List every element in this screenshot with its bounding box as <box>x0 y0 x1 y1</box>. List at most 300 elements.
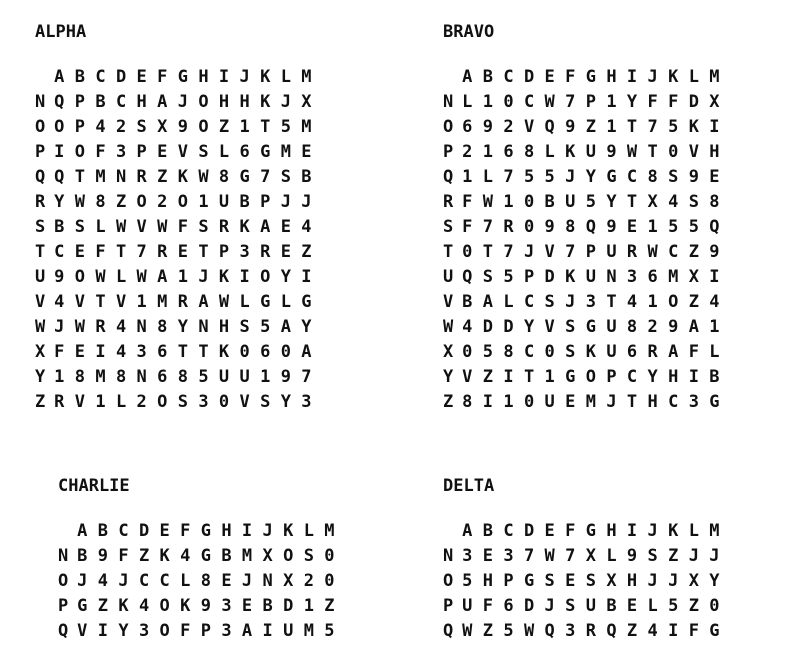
grid-row <box>35 315 317 340</box>
row-label: Y <box>443 367 454 387</box>
grid-cell: F <box>688 342 699 362</box>
grid-cell: X <box>157 117 168 137</box>
grid-cell: L <box>462 92 473 112</box>
grid-cell: P <box>523 267 535 287</box>
column-header: D <box>523 67 535 87</box>
grid-cell: Y <box>54 192 65 212</box>
row-label: T <box>35 242 46 262</box>
grid-cell: 4 <box>115 317 127 337</box>
panel-alpha <box>35 22 375 422</box>
grid-cell: M <box>301 117 312 137</box>
grid-cell: 7 <box>523 546 535 566</box>
grid-cell: T <box>523 367 535 387</box>
grid-cell: 0 <box>324 546 335 566</box>
grid-cell: 3 <box>301 392 312 412</box>
grid-cell: J <box>606 392 617 412</box>
grid-cell: 7 <box>503 242 514 262</box>
grid-row <box>443 365 725 390</box>
grid-cell: Z <box>97 596 109 616</box>
grid-cell: Z <box>482 621 494 641</box>
grid-row <box>58 594 340 619</box>
grid-cell: Y <box>585 167 596 187</box>
grid-cell: 1 <box>136 292 147 312</box>
grid-row <box>35 90 317 115</box>
grid-cell: 5 <box>544 167 555 187</box>
grid-cell: N <box>198 317 209 337</box>
column-header: M <box>301 67 312 87</box>
column-header: A <box>462 521 473 541</box>
grid-cell: O <box>260 267 271 287</box>
grid-cell: W <box>95 267 106 287</box>
grid-cell: O <box>159 596 170 616</box>
column-header: M <box>709 67 720 87</box>
grid-cell: 3 <box>115 142 127 162</box>
grid-cell: 0 <box>503 92 514 112</box>
grid-cell: 8 <box>462 392 473 412</box>
grid-cell: S <box>136 117 147 137</box>
grid-cell: J <box>280 92 291 112</box>
grid-cell: T <box>177 342 188 362</box>
grid-cell: 4 <box>626 292 638 312</box>
grid-cell: 1 <box>260 367 271 387</box>
grid-cell: E <box>280 217 291 237</box>
grid-cell: V <box>74 292 86 312</box>
grid-cell: 7 <box>260 167 271 187</box>
row-label: O <box>58 571 69 591</box>
grid-cell: F <box>668 92 679 112</box>
grid-cell: 4 <box>95 117 106 137</box>
grid-cell: Q <box>54 92 65 112</box>
grid-cell: G <box>565 367 576 387</box>
grid-cell: S <box>565 317 576 337</box>
grid-row <box>35 290 317 315</box>
grid-cell: U <box>283 621 294 641</box>
grid-cell: Z <box>138 546 150 566</box>
grid-cell: Y <box>626 92 638 112</box>
grid-cell: T <box>115 242 127 262</box>
grid-cell: X <box>585 546 596 566</box>
panel-title: BRAVO <box>443 22 495 42</box>
grid-cell: 6 <box>239 142 250 162</box>
grid-cell: 7 <box>647 117 658 137</box>
grid-cell: G <box>606 167 617 187</box>
grid-cell: 5 <box>585 192 596 212</box>
grid-cell: S <box>280 167 291 187</box>
grid-cell: B <box>239 192 250 212</box>
row-label: Q <box>35 167 46 187</box>
grid-cell: 8 <box>95 192 106 212</box>
grid-cell: E <box>565 571 576 591</box>
grid-cell: B <box>462 292 473 312</box>
grid-cell: E <box>74 242 86 262</box>
grid-cell: 1 <box>239 117 250 137</box>
grid-cell: M <box>157 292 168 312</box>
grid-cell: 7 <box>565 546 576 566</box>
grid-cell: T <box>626 392 638 412</box>
grid-cell: C <box>626 167 638 187</box>
grid-row <box>35 215 317 240</box>
grid-cell: J <box>301 192 312 212</box>
grid-cell: G <box>239 167 250 187</box>
grid-cell: 9 <box>606 217 617 237</box>
grid-cell: Y <box>280 267 291 287</box>
grid-cell: 3 <box>688 392 699 412</box>
row-label: N <box>35 92 46 112</box>
grid-cell: U <box>239 367 250 387</box>
row-label: X <box>35 342 46 362</box>
grid-cell: E <box>157 142 168 162</box>
grid-cell: 2 <box>115 117 127 137</box>
grid-cell: 4 <box>709 292 720 312</box>
grid-cell: G <box>260 292 271 312</box>
grid-cell: S <box>198 142 209 162</box>
grid-cell: 4 <box>647 621 658 641</box>
grid-cell: O <box>74 142 86 162</box>
grid-cell: I <box>239 267 250 287</box>
grid-cell: N <box>136 367 147 387</box>
grid-cell: X <box>301 92 312 112</box>
grid-cell: 2 <box>303 571 314 591</box>
grid-row <box>443 569 725 594</box>
grid-row <box>35 365 317 390</box>
grid-cell: E <box>301 142 312 162</box>
grid-cell: A <box>301 342 312 362</box>
grid-cell: 8 <box>647 167 658 187</box>
grid-cell: I <box>482 392 494 412</box>
grid-cell: L <box>647 596 658 616</box>
grid-cell: Z <box>626 621 638 641</box>
grid-cell: 3 <box>221 621 232 641</box>
row-label: P <box>443 596 454 616</box>
grid-cell: B <box>54 217 65 237</box>
grid-cell: 9 <box>709 242 720 262</box>
grid-cell: J <box>118 571 129 591</box>
column-header: D <box>115 67 127 87</box>
column-header-row <box>443 65 725 90</box>
row-label: U <box>443 267 454 287</box>
grid-cell: Y <box>523 317 535 337</box>
grid-cell: I <box>688 367 699 387</box>
row-label: Z <box>443 392 454 412</box>
grid-cell: 8 <box>523 142 535 162</box>
grid-cell: 4 <box>138 596 150 616</box>
grid-cell: E <box>565 392 576 412</box>
grid-cell: 5 <box>482 342 494 362</box>
grid-cell: R <box>157 242 168 262</box>
grid-cell: R <box>95 317 106 337</box>
column-header-row <box>35 65 317 90</box>
grid-cell: S <box>198 217 209 237</box>
column-header: B <box>74 67 86 87</box>
grid-cell: I <box>709 267 720 287</box>
grid-cell: E <box>177 242 188 262</box>
column-header: E <box>136 67 147 87</box>
grid-cell: 9 <box>177 117 188 137</box>
grid-cell: 9 <box>200 596 211 616</box>
grid-cell: 5 <box>503 621 514 641</box>
grid-row <box>58 569 340 594</box>
grid-cell: 8 <box>115 367 127 387</box>
grid-cell: F <box>462 192 473 212</box>
grid-cell: W <box>198 167 209 187</box>
grid-cell: 1 <box>647 217 658 237</box>
grid-cell: U <box>218 367 230 387</box>
grid-cell: 1 <box>177 267 188 287</box>
column-header: H <box>221 521 232 541</box>
grid-cell: E <box>241 596 253 616</box>
grid-cell: L <box>606 546 617 566</box>
column-header: C <box>503 67 514 87</box>
grid-cell: O <box>136 192 147 212</box>
grid-cell: 2 <box>157 192 168 212</box>
grid-cell: 4 <box>180 546 191 566</box>
grid-cell: T <box>626 117 638 137</box>
grid-cell: G <box>523 571 535 591</box>
grid-cell: 1 <box>482 92 494 112</box>
grid-cell: S <box>303 546 314 566</box>
grid-cell: 8 <box>626 317 638 337</box>
grid-cell: I <box>262 621 273 641</box>
grid-cell: 1 <box>606 117 617 137</box>
column-header: H <box>198 67 209 87</box>
grid-cell: Z <box>482 367 494 387</box>
grid-cell: R <box>503 217 514 237</box>
grid-cell: 9 <box>482 117 494 137</box>
column-header: G <box>585 67 596 87</box>
grid-cell: C <box>54 242 65 262</box>
panel-title: CHARLIE <box>58 476 130 496</box>
grid-cell: 5 <box>523 167 535 187</box>
grid-cell: T <box>95 292 106 312</box>
grid-row <box>443 315 725 340</box>
grid-cell: K <box>159 546 170 566</box>
column-header: H <box>606 67 617 87</box>
grid-cell: I <box>668 621 679 641</box>
panel-charlie <box>58 476 398 646</box>
grid-cell: L <box>115 267 127 287</box>
grid-cell: P <box>218 242 230 262</box>
grid-cell: W <box>523 621 535 641</box>
grid-cell: T <box>626 192 638 212</box>
grid-cell: 1 <box>503 192 514 212</box>
grid-cell: 9 <box>668 317 679 337</box>
grid-cell: I <box>301 267 312 287</box>
grid-cell: F <box>118 546 129 566</box>
grid-cell: 3 <box>585 292 596 312</box>
grid-cell: 3 <box>565 621 576 641</box>
grid-cell: B <box>262 596 273 616</box>
grid-cell: W <box>136 267 147 287</box>
grid-cell: Z <box>157 167 168 187</box>
grid-cell: M <box>280 142 291 162</box>
grid-cell: I <box>95 342 106 362</box>
grid-cell: G <box>77 596 88 616</box>
grid-cell: X <box>606 571 617 591</box>
grid-cell: C <box>523 92 535 112</box>
grid-cell: S <box>668 167 679 187</box>
grid-cell: U <box>565 192 576 212</box>
grid-cell: 7 <box>503 167 514 187</box>
grid-cell: O <box>668 292 679 312</box>
column-header: A <box>77 521 88 541</box>
column-header: K <box>260 67 271 87</box>
grid-cell: F <box>95 142 106 162</box>
column-header: J <box>262 521 273 541</box>
grid-cell: H <box>218 317 230 337</box>
grid-cell: A <box>198 292 209 312</box>
grid-cell: 9 <box>54 267 65 287</box>
grid-cell: N <box>262 571 273 591</box>
grid-cell: S <box>688 192 699 212</box>
grid-cell: 1 <box>482 142 494 162</box>
column-header: J <box>647 67 658 87</box>
grid-row <box>443 265 725 290</box>
grid-cell: S <box>585 571 596 591</box>
grid-cell: V <box>136 217 147 237</box>
grid-cell: V <box>74 392 86 412</box>
grid-cell: P <box>74 117 86 137</box>
grid-cell: 8 <box>200 571 211 591</box>
grid-cell: S <box>544 571 555 591</box>
grid-cell: O <box>283 546 294 566</box>
grid-row <box>443 215 725 240</box>
grid-cell: G <box>301 292 312 312</box>
grid-cell: X <box>647 192 658 212</box>
column-header: B <box>97 521 109 541</box>
grid-row <box>58 544 340 569</box>
grid-cell: E <box>626 596 638 616</box>
grid-cell: P <box>606 367 617 387</box>
grid-cell: H <box>709 142 720 162</box>
grid-row <box>443 115 725 140</box>
column-header: F <box>565 67 576 87</box>
grid-cell: Z <box>115 192 127 212</box>
grid-row <box>35 240 317 265</box>
grid-cell: U <box>606 317 617 337</box>
grid-cell: C <box>523 292 535 312</box>
grid-cell: 9 <box>280 367 291 387</box>
grid-cell: G <box>585 317 596 337</box>
grid-cell: G <box>709 392 720 412</box>
grid-cell: 8 <box>565 217 576 237</box>
grid-cell: V <box>688 142 699 162</box>
grid-cell: D <box>503 317 514 337</box>
grid-cell: M <box>585 392 596 412</box>
column-header: L <box>688 521 699 541</box>
grid-cell: 6 <box>503 142 514 162</box>
grid-cell: 1 <box>606 92 617 112</box>
grid-cell: J <box>565 292 576 312</box>
grid-cell: 4 <box>115 342 127 362</box>
grid-cell: E <box>482 546 494 566</box>
grid-cell: B <box>301 167 312 187</box>
grid-cell: 2 <box>136 392 147 412</box>
grid-cell: 5 <box>668 217 679 237</box>
grid-row <box>443 594 725 619</box>
grid-row <box>443 190 725 215</box>
grid-cell: A <box>157 92 168 112</box>
grid-cell: A <box>668 342 679 362</box>
grid-row <box>443 290 725 315</box>
grid-cell: E <box>221 571 232 591</box>
grid-cell: N <box>115 167 127 187</box>
grid-cell: R <box>218 217 230 237</box>
grid-row <box>443 340 725 365</box>
row-label: Z <box>35 392 46 412</box>
grid-cell: 0 <box>668 142 679 162</box>
grid-cell: J <box>688 546 699 566</box>
grid-cell: V <box>77 621 88 641</box>
grid-cell: B <box>606 596 617 616</box>
grid-cell: V <box>544 317 555 337</box>
grid-cell: V <box>462 367 473 387</box>
row-label: Q <box>443 167 454 187</box>
grid-row <box>58 619 340 644</box>
grid-cell: U <box>606 242 617 262</box>
grid-cell: Z <box>688 242 699 262</box>
row-label: Y <box>35 367 46 387</box>
column-header: G <box>200 521 211 541</box>
grid-cell: F <box>647 92 658 112</box>
grid-cell: B <box>77 546 88 566</box>
grid-cell: T <box>647 142 658 162</box>
grid-cell: 6 <box>157 367 168 387</box>
grid-cell: E <box>280 242 291 262</box>
grid-cell: Y <box>301 317 312 337</box>
column-header: I <box>241 521 253 541</box>
grid-cell: Q <box>462 267 473 287</box>
grid-cell: W <box>115 217 127 237</box>
grid-cell: J <box>544 596 555 616</box>
grid-cell: 3 <box>221 596 232 616</box>
grid-cell: P <box>503 571 514 591</box>
grid-cell: Z <box>668 546 679 566</box>
grid-cell: T <box>198 342 209 362</box>
column-header: F <box>565 521 576 541</box>
grid-cell: W <box>647 242 658 262</box>
column-header: B <box>482 67 494 87</box>
column-header: D <box>138 521 150 541</box>
row-label: Q <box>58 621 69 641</box>
grid-cell: K <box>565 267 576 287</box>
grid-cell: 3 <box>239 242 250 262</box>
grid-cell: Q <box>585 217 596 237</box>
grid-cell: I <box>97 621 109 641</box>
grid-cell: C <box>626 367 638 387</box>
column-header: A <box>54 67 65 87</box>
grid-cell: Q <box>544 621 555 641</box>
grid-cell: F <box>180 621 191 641</box>
grid-cell: S <box>565 342 576 362</box>
grid-cell: O <box>198 92 209 112</box>
grid-cell: 8 <box>74 367 86 387</box>
grid-cell: 1 <box>198 192 209 212</box>
column-header: G <box>177 67 188 87</box>
grid-cell: C <box>138 571 150 591</box>
grid-cell: 8 <box>503 342 514 362</box>
grid-cell: L <box>239 292 250 312</box>
grid-row <box>35 140 317 165</box>
grid-cell: S <box>74 217 86 237</box>
grid-cell: W <box>74 317 86 337</box>
grid-cell: A <box>688 317 699 337</box>
row-label: P <box>58 596 69 616</box>
grid-cell: 9 <box>688 167 699 187</box>
row-label: O <box>443 571 454 591</box>
grid-cell: 0 <box>709 596 720 616</box>
grid-cell: C <box>523 342 535 362</box>
column-header: G <box>585 521 596 541</box>
